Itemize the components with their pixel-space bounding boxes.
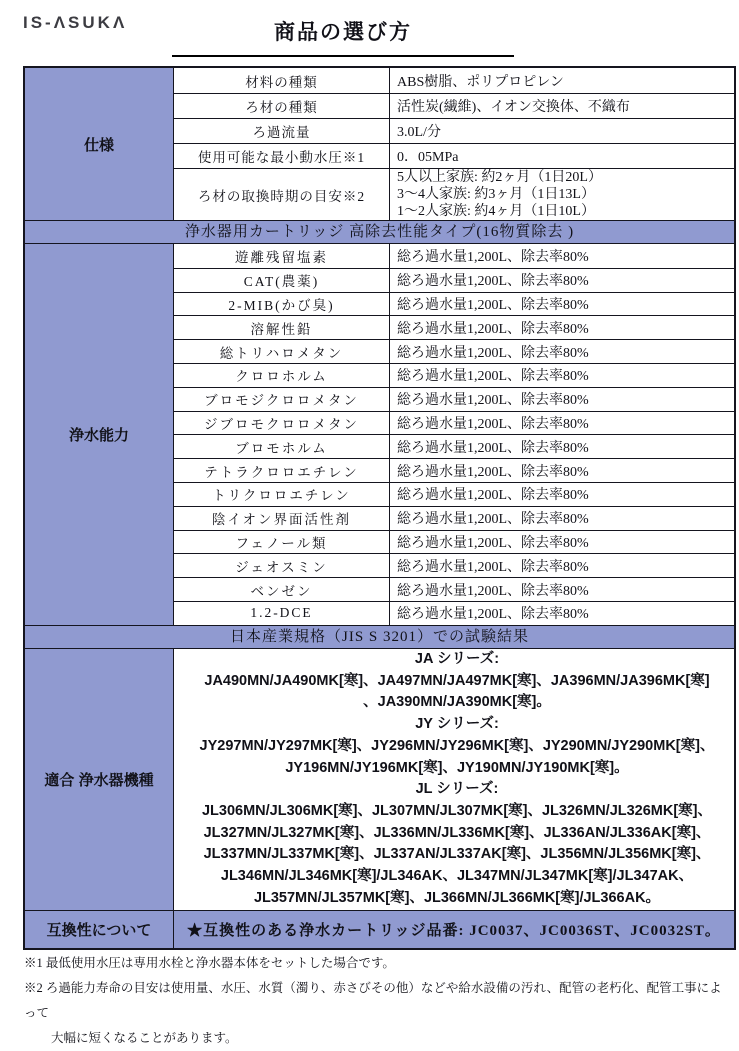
section-compatible-models bbox=[25, 649, 734, 910]
footnotes bbox=[24, 951, 726, 1051]
purification-row-label: 遊離残留塩素 bbox=[174, 244, 390, 268]
spec-row-value: 0．05MPa bbox=[390, 143, 734, 168]
models-line: JA シリーズ: bbox=[414, 651, 500, 668]
purification-row-value: 総ろ過水量1,200L、除去率80% bbox=[397, 249, 589, 265]
purification-row-label: 総トリハロメタン bbox=[174, 339, 390, 363]
models-line: JY シリーズ: bbox=[415, 716, 499, 733]
purification-row-label: 1.2-DCE bbox=[174, 601, 390, 625]
purification-row-value: 総ろ過水量1,200L、除去率80% bbox=[390, 363, 734, 387]
models-line: JL306MN/JL306MK[寒]、JL307MN/JL307MK[寒]、JL326MN/JL326MK[寒]、 bbox=[201, 802, 713, 819]
purification-row-label: 2-MIB(かび臭) bbox=[174, 292, 390, 316]
spec-row-label: ろ材の取換時期の目安※2 bbox=[174, 168, 390, 220]
models-line: JY196MN/JY196MK[寒]、JY190MN/JY190MK[寒]。 bbox=[285, 759, 629, 776]
spec-row-label: 材料の種類 bbox=[174, 68, 390, 93]
replacement-line-2: 3〜4人家族: 約3ヶ月（1日13L） bbox=[397, 187, 595, 202]
models-line: JA490MN/JA490MK[寒]、JA497MN/JA497MK[寒]、JA396MN/JA396MK[寒] bbox=[204, 672, 710, 689]
purification-row-label: トリクロロエチレン bbox=[174, 482, 390, 506]
purification-row-value: 総ろ過水量1,200L、除去率80% bbox=[390, 553, 734, 577]
purification-row-label: ブロモジクロロメタン bbox=[174, 387, 390, 411]
spec-row-label: ろ材の種類 bbox=[174, 93, 390, 118]
section-label-purification: 浄水能力 bbox=[25, 244, 174, 625]
purification-row-value: 総ろ過水量1,200L、除去率80% bbox=[390, 506, 734, 530]
spec-row-value: ABS樹脂、ポリプロピレン bbox=[397, 74, 564, 90]
section-specifications bbox=[25, 68, 734, 220]
replacement-line-3: 1〜2人家族: 約4ヶ月（1日10L） bbox=[397, 204, 595, 219]
page-title: 商品の選び方 bbox=[274, 20, 412, 44]
purification-row-label: テトラクロロエチレン bbox=[174, 458, 390, 482]
purification-row-label: 溶解性鉛 bbox=[174, 315, 390, 339]
band-cartridge-type: 浄水器用カートリッジ 高除去性能タイプ(16物質除去 ) bbox=[25, 220, 734, 244]
models-line: JY297MN/JY297MK[寒]、JY296MN/JY296MK[寒]、JY290MN/JY290MK[寒]、 bbox=[199, 737, 715, 754]
purification-row-label: CAT(農薬) bbox=[174, 268, 390, 292]
compatibility-part-numbers: ★互換性のある浄水カートリッジ品番: JC0037、JC0036ST、JC0032ST。 bbox=[174, 910, 734, 948]
purification-row-label: フェノール類 bbox=[174, 530, 390, 554]
spec-row-value bbox=[390, 168, 734, 220]
product-spec-table bbox=[23, 66, 736, 950]
spec-row-label: 使用可能な最小動水圧※1 bbox=[174, 143, 390, 168]
purification-row-value: 総ろ過水量1,200L、除去率80% bbox=[390, 411, 734, 435]
footnote-2-continued: 大幅に短くなることがあります。 bbox=[51, 1031, 238, 1045]
purification-row-label: クロロホルム bbox=[174, 363, 390, 387]
models-line: JL327MN/JL327MK[寒]、JL336MN/JL336MK[寒]、JL336AN/JL336AK[寒]、 bbox=[203, 824, 711, 841]
section-label-spec: 仕様 bbox=[25, 68, 174, 220]
models-line: JL337MN/JL337MK[寒]、JL337AN/JL337AK[寒]、JL356MN/JL356MK[寒]、 bbox=[203, 846, 711, 863]
purification-row-label: ベンゼン bbox=[174, 577, 390, 601]
purification-row-label: 陰イオン界面活性剤 bbox=[174, 506, 390, 530]
purification-row-label: ジブロモクロロメタン bbox=[174, 411, 390, 435]
purification-row-label: ブロモホルム bbox=[174, 434, 390, 458]
section-compatibility bbox=[25, 910, 734, 948]
purification-row-value: 総ろ過水量1,200L、除去率80% bbox=[390, 530, 734, 554]
purification-row-value: 総ろ過水量1,200L、除去率80% bbox=[390, 292, 734, 316]
models-line: JL346MN/JL346MK[寒]/JL346AK、JL347MN/JL347MK[寒]/JL347AK、 bbox=[220, 868, 694, 885]
purification-row-value: 総ろ過水量1,200L、除去率80% bbox=[390, 387, 734, 411]
purification-row-value: 総ろ過水量1,200L、除去率80% bbox=[390, 434, 734, 458]
spec-row-value: 活性炭(繊維)、イオン交換体、不織布 bbox=[390, 93, 734, 118]
purification-row-value: 総ろ過水量1,200L、除去率80% bbox=[390, 601, 734, 625]
section-label-models: 適合 浄水器機種 bbox=[25, 649, 174, 910]
purification-row-value: 総ろ過水量1,200L、除去率80% bbox=[390, 458, 734, 482]
spec-row-label: ろ過流量 bbox=[174, 118, 390, 143]
footnote-2: ※2 ろ過能力寿命の目安は使用量、水圧、水質（濁り、赤さびその他）などや給水設備の汚れ、配管の老朽化、配管工事によって bbox=[24, 981, 722, 1020]
purification-row-value: 総ろ過水量1,200L、除去率80% bbox=[390, 577, 734, 601]
brand-logo: IS-ΛSUKΛ bbox=[23, 13, 128, 32]
footnote-1: ※1 最低使用水圧は専用水栓と浄水器本体をセットした場合です。 bbox=[24, 956, 395, 970]
purification-row-label: ジェオスミン bbox=[174, 553, 390, 577]
section-label-compatibility: 互換性について bbox=[25, 910, 174, 948]
page-title-underline bbox=[172, 16, 514, 57]
band-jis-test-result: 日本産業規格（JIS S 3201）での試験結果 bbox=[25, 625, 734, 649]
spec-row-value: 3.0L/分 bbox=[390, 118, 734, 143]
models-line: JL357MN/JL357MK[寒]、JL366MN/JL366MK[寒]/JL366AK。 bbox=[253, 889, 661, 906]
purification-row-value: 総ろ過水量1,200L、除去率80% bbox=[390, 339, 734, 363]
compatible-models-list bbox=[174, 649, 734, 910]
purification-row-value: 総ろ過水量1,200L、除去率80% bbox=[390, 268, 734, 292]
models-line: JL シリーズ: bbox=[415, 781, 499, 798]
replacement-line-1: 5人以上家族: 約2ヶ月（1日20L） bbox=[397, 170, 602, 185]
models-line: 、JA390MN/JA390MK[寒]。 bbox=[363, 694, 551, 711]
purification-row-value: 総ろ過水量1,200L、除去率80% bbox=[390, 315, 734, 339]
section-purification bbox=[25, 244, 734, 625]
purification-row-value: 総ろ過水量1,200L、除去率80% bbox=[390, 482, 734, 506]
